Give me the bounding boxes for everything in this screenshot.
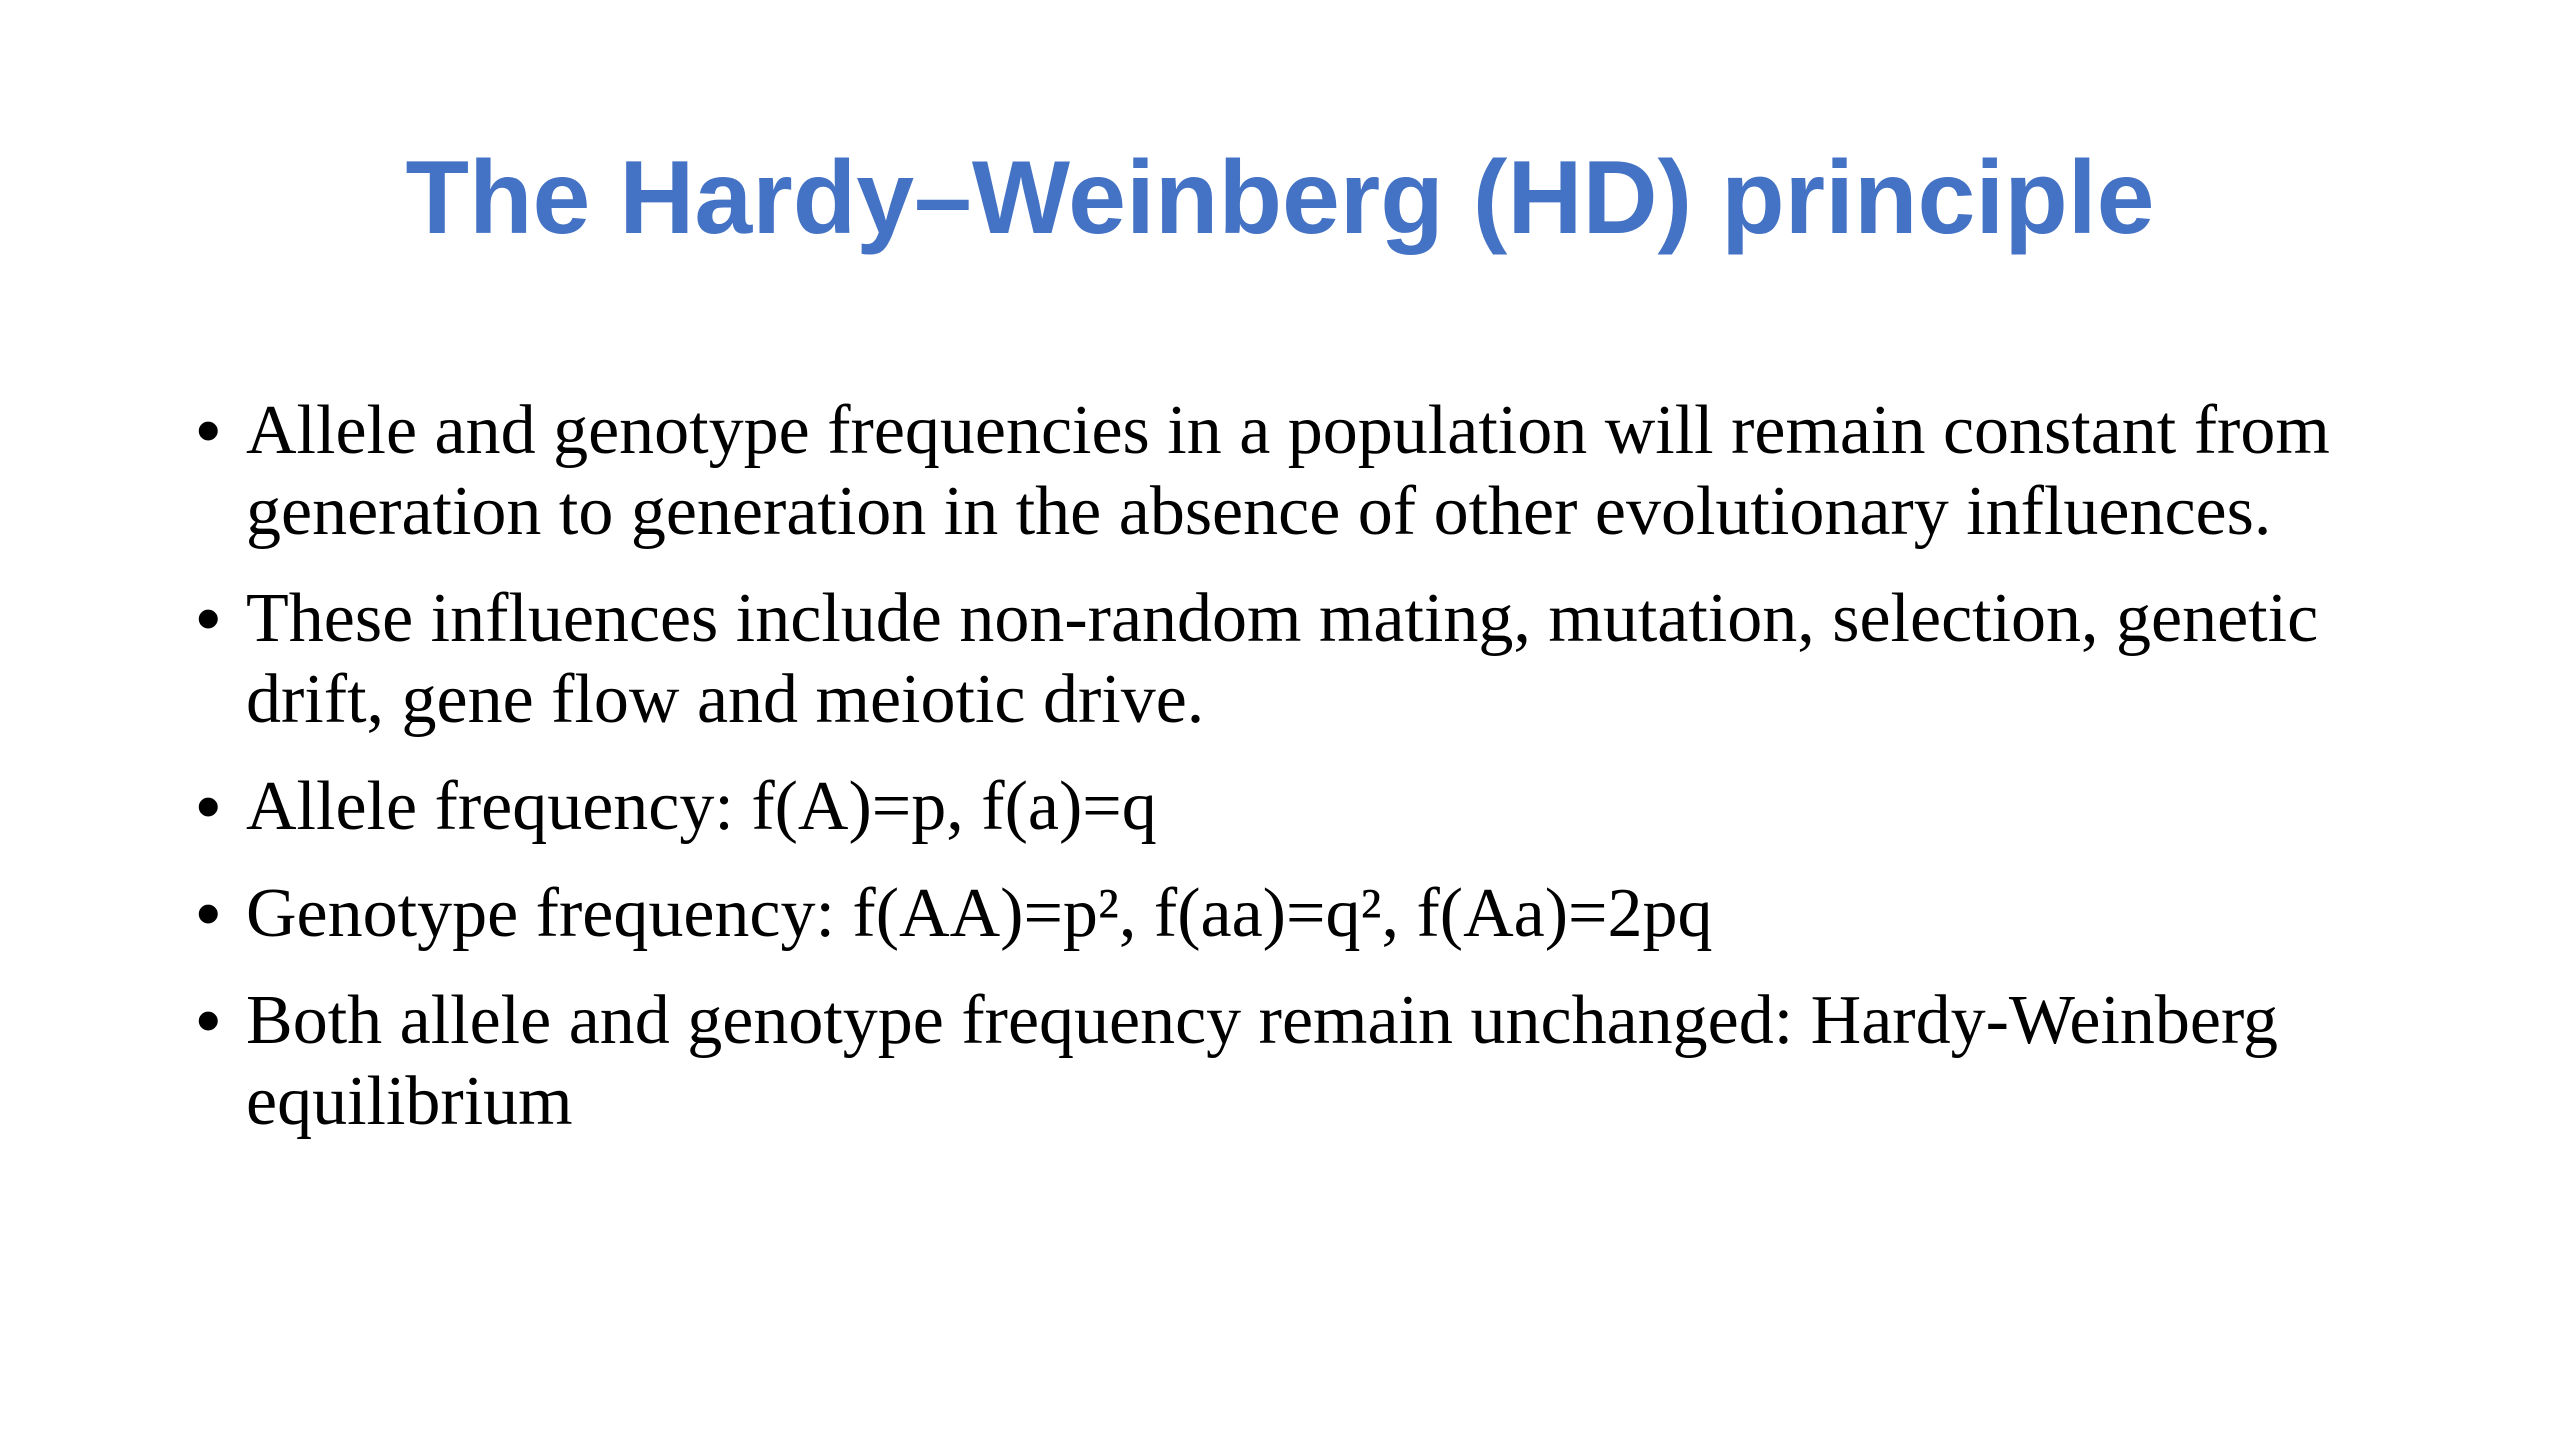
bullet-item [196, 390, 2416, 552]
bullet-text: Genotype frequency: f(AA)=p², f(aa)=q², f(Aa)=2pq [246, 875, 1713, 952]
bullet-list [196, 390, 2416, 1168]
bullet-text: These influences include non-random mating, mutation, selection, genetic drift, gene flow and meiotic drive. [246, 580, 2319, 738]
bullet-item [196, 873, 2416, 954]
bullet-icon: • [196, 981, 221, 1059]
bullet-text: Allele and genotype frequencies in a population will remain constant from generation to generation in the absence of other evolutionary influences. [246, 392, 2330, 550]
bullet-text: Allele frequency: f(A)=p, f(a)=q [246, 768, 1157, 845]
bullet-text: Both allele and genotype frequency remain unchanged: Hardy-Weinberg equilibrium [246, 982, 2279, 1140]
bullet-item [196, 578, 2416, 740]
slide-title: The Hardy–Weinberg (HD) principle [405, 140, 2155, 256]
bullet-icon: • [196, 874, 221, 952]
bullet-icon: • [196, 767, 221, 845]
bullet-icon: • [196, 579, 221, 657]
bullet-icon: • [196, 391, 221, 469]
bullet-item [196, 980, 2416, 1142]
bullet-item [196, 766, 2416, 847]
